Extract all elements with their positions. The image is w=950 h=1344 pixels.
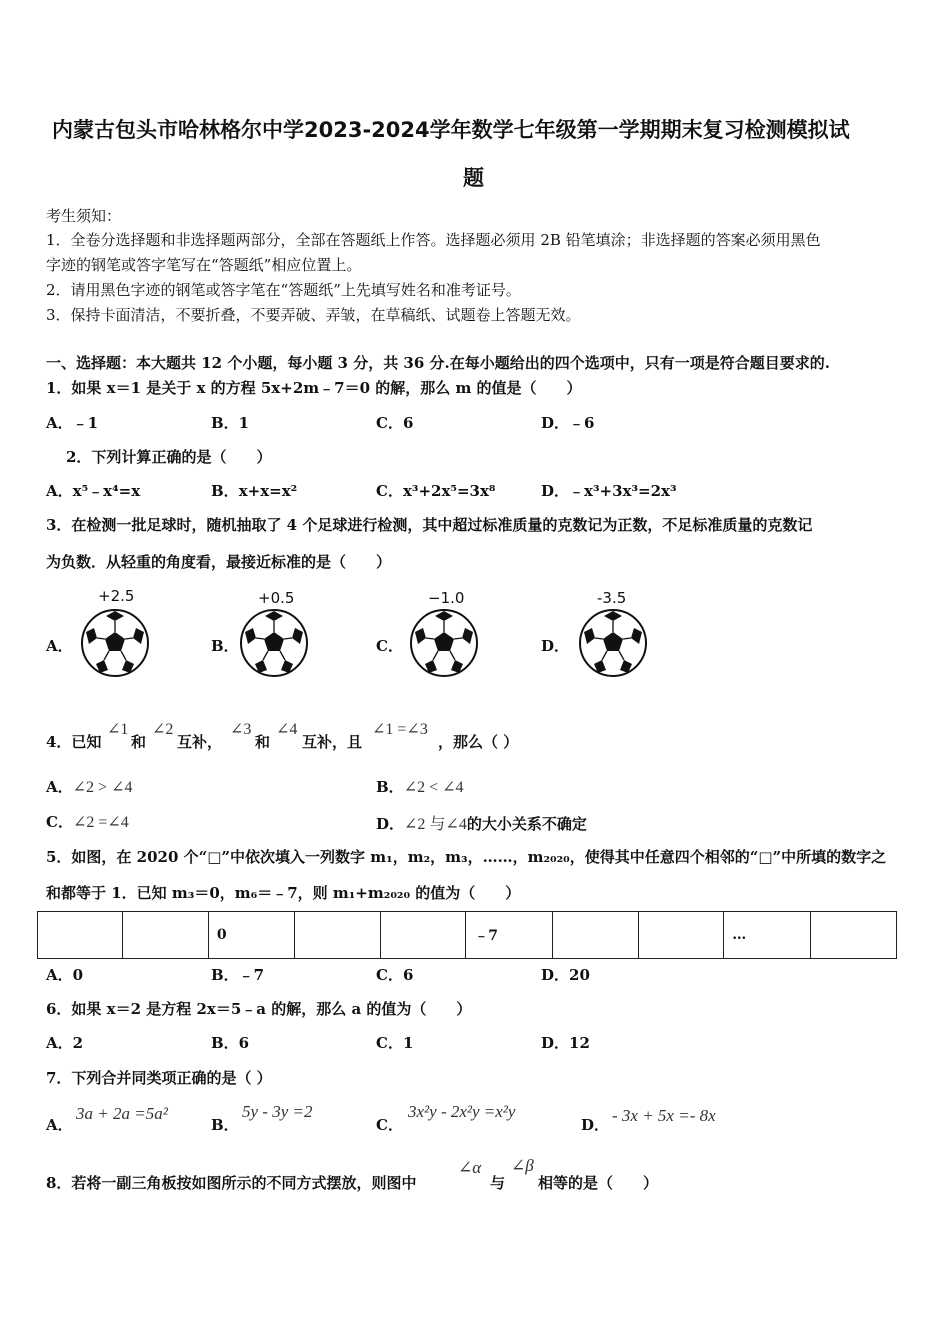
- sequence-cell: [295, 912, 380, 959]
- q8-beta: ∠β: [511, 1156, 534, 1175]
- q7-a-label: A．: [46, 1116, 73, 1134]
- q2-option-b[interactable]: [211, 480, 297, 501]
- q3-c-value: −1.0: [428, 589, 465, 607]
- sequence-cell: [638, 912, 723, 959]
- q4-p3: 互补，: [177, 733, 223, 751]
- sequence-cell: [811, 912, 897, 959]
- sequence-cell: ﹣7: [466, 912, 553, 959]
- q5-option-b[interactable]: B．﹣7: [211, 966, 265, 984]
- q5-option-a[interactable]: A．0: [46, 966, 84, 984]
- q6-stem: 6．如果 x＝2 是方程 2x＝5﹣a 的解，那么 a 的值为（ ）: [46, 1000, 472, 1018]
- soccer-ball-icon-b: [239, 608, 309, 678]
- q2-c-expr: x³+2x⁵=3x⁸: [402, 482, 496, 500]
- q8-p3: 相等的是（ ）: [538, 1174, 659, 1192]
- q2-b-expr: x+x=x²: [238, 482, 298, 500]
- q8-alpha: ∠α: [458, 1158, 482, 1177]
- q2-d-expr: ﹣x³+3x³=2x³: [569, 482, 677, 500]
- table-row: [38, 912, 897, 959]
- q4-equation: ∠1 =∠3: [372, 721, 428, 738]
- notice-heading: 考生须知：: [46, 207, 122, 225]
- q7-option-c[interactable]: 3x²y - 2x²y =x²y: [408, 1102, 516, 1121]
- notice-item1-line2: 字迹的钢笔或答字笔写在“答题纸”相应位置上。: [46, 256, 362, 274]
- sequence-cell: …: [724, 912, 811, 959]
- q4-option-d[interactable]: [376, 811, 587, 834]
- q3-option-b[interactable]: B．: [211, 637, 239, 655]
- q1-option-a[interactable]: A．﹣1: [46, 414, 99, 432]
- q5-option-d[interactable]: D．20: [541, 966, 590, 984]
- q4-angle1: ∠1: [107, 721, 129, 738]
- soccer-ball-icon-a: [80, 608, 150, 678]
- q4-option-b[interactable]: [376, 776, 464, 797]
- q7-d-label: D．: [581, 1116, 610, 1134]
- sequence-cell: 0: [208, 912, 295, 959]
- page-title-line1: 内蒙古包头市哈林格尔中学2023-2024学年数学七年级第一学期期末复习检测模拟试: [52, 118, 850, 142]
- q6-option-d[interactable]: D．12: [541, 1034, 590, 1052]
- q4-p1: 4．已知: [46, 733, 102, 751]
- sequence-cell: [553, 912, 638, 959]
- q6-option-c[interactable]: C．1: [376, 1034, 414, 1052]
- q1-option-d[interactable]: D．﹣6: [541, 414, 595, 432]
- q7-b-label: B．: [211, 1116, 239, 1134]
- q4-d-label: D．: [376, 815, 405, 833]
- sequence-cell: [380, 912, 465, 959]
- q3-option-d[interactable]: D．: [541, 637, 570, 655]
- q3-option-c[interactable]: C．: [376, 637, 403, 655]
- q2-a-label: A．: [46, 482, 73, 500]
- soccer-ball-icon-c: [409, 608, 479, 678]
- q4-a-expr: ∠2 > ∠4: [72, 779, 133, 796]
- q3-stem-line1: 3．在检测一批足球时，随机抽取了 4 个足球进行检测，其中超过标准质量的克数记为正数，不足标准质量的克数记: [46, 516, 813, 534]
- q4-b-expr: ∠2 < ∠4: [403, 779, 464, 796]
- sequence-cell: [123, 912, 208, 959]
- q7-c-label: C．: [376, 1116, 403, 1134]
- q2-option-d[interactable]: [541, 480, 677, 501]
- q4-b-label: B．: [376, 778, 404, 796]
- q7-option-d[interactable]: - 3x + 5x =- 8x: [612, 1106, 716, 1125]
- notice-item3: 3．保持卡面清洁，不要折叠，不要弄破、弄皱，在草稿纸、试题卷上答题无效。: [46, 306, 581, 324]
- q7-option-a[interactable]: 3a + 2a =5a²: [76, 1104, 168, 1123]
- q3-option-a[interactable]: A．: [46, 637, 73, 655]
- q7-option-b[interactable]: 5y - 3y =2: [242, 1102, 313, 1121]
- q2-c-label: C．: [376, 482, 403, 500]
- q2-option-c[interactable]: [376, 480, 496, 501]
- q4-p2: 和: [131, 733, 147, 751]
- q4-angle2: ∠2: [152, 721, 174, 738]
- q5-sequence-table: [37, 911, 897, 959]
- q8-p1: 8．若将一副三角板按如图所示的不同方式摆放，则图中: [46, 1174, 417, 1192]
- q1-option-c[interactable]: C．6: [376, 414, 414, 432]
- q4-c-label: C．: [46, 813, 73, 831]
- q1-stem: 1．如果 x＝1 是关于 x 的方程 5x+2m﹣7＝0 的解，那么 m 的值是（ ）: [46, 379, 582, 397]
- q4-d-angles: ∠2 与∠4: [404, 816, 467, 833]
- q2-d-label: D．: [541, 482, 570, 500]
- q4-p6: ，那么（ ）: [438, 733, 519, 751]
- q3-d-value: -3.5: [597, 589, 627, 607]
- q4-angle4: ∠4: [276, 721, 298, 738]
- soccer-ball-icon-d: [578, 608, 648, 678]
- q6-option-b[interactable]: B．6: [211, 1034, 250, 1052]
- q4-p4: 和: [255, 733, 271, 751]
- q4-angle3: ∠3: [230, 721, 252, 738]
- q2-option-a[interactable]: [46, 480, 140, 501]
- section1-heading: 一、选择题：本大题共 12 个小题，每小题 3 分，共 36 分.在每小题给出的四个选项中，只有一项是符合题目要求的.: [46, 354, 830, 372]
- q5-stem-line1: 5．如图，在 2020 个“□”中依次填入一列数字 m₁，m₂，m₃，……，m₂₀₂₀，使得其中任意四个相邻的“□”中所填的数字之: [46, 848, 887, 866]
- q4-p5: 互补，且: [302, 733, 363, 751]
- q2-a-expr: x⁵﹣x⁴=x: [72, 482, 141, 500]
- q2-stem: 2．下列计算正确的是（ ）: [66, 448, 272, 466]
- q4-option-c[interactable]: [46, 811, 129, 832]
- q3-a-value: +2.5: [98, 587, 135, 605]
- q4-c-expr: ∠2 =∠4: [72, 814, 129, 831]
- q1-option-b[interactable]: B．1: [211, 414, 250, 432]
- notice-item1-line1: 1．全卷分选择题和非选择题两部分，全部在答题纸上作答。选择题必须用 2B 铅笔填涂；非选择题的答案必须用黑色: [46, 231, 821, 249]
- q2-b-label: B．: [211, 482, 239, 500]
- q8-p2: 与: [490, 1174, 506, 1192]
- q4-d-text: 的大小关系不确定: [466, 815, 587, 833]
- notice-item2: 2．请用黑色字迹的钢笔或答字笔在“答题纸”上先填写姓名和准考证号。: [46, 281, 521, 299]
- q3-stem-line2: 为负数．从轻重的角度看，最接近标准的是（ ）: [46, 553, 392, 571]
- q5-stem-line2: 和都等于 1．已知 m₃＝0，m₆＝﹣7，则 m₁+m₂₀₂₀ 的值为（ ）: [46, 884, 521, 902]
- q4-a-label: A．: [46, 778, 73, 796]
- q6-option-a[interactable]: A．2: [46, 1034, 84, 1052]
- page-title-line2: 题: [463, 166, 484, 190]
- sequence-cell: [38, 912, 123, 959]
- q7-stem: 7．下列合并同类项正确的是（ ）: [46, 1069, 272, 1087]
- q5-option-c[interactable]: C．6: [376, 966, 414, 984]
- q4-option-a[interactable]: [46, 776, 132, 797]
- q3-b-value: +0.5: [258, 589, 295, 607]
